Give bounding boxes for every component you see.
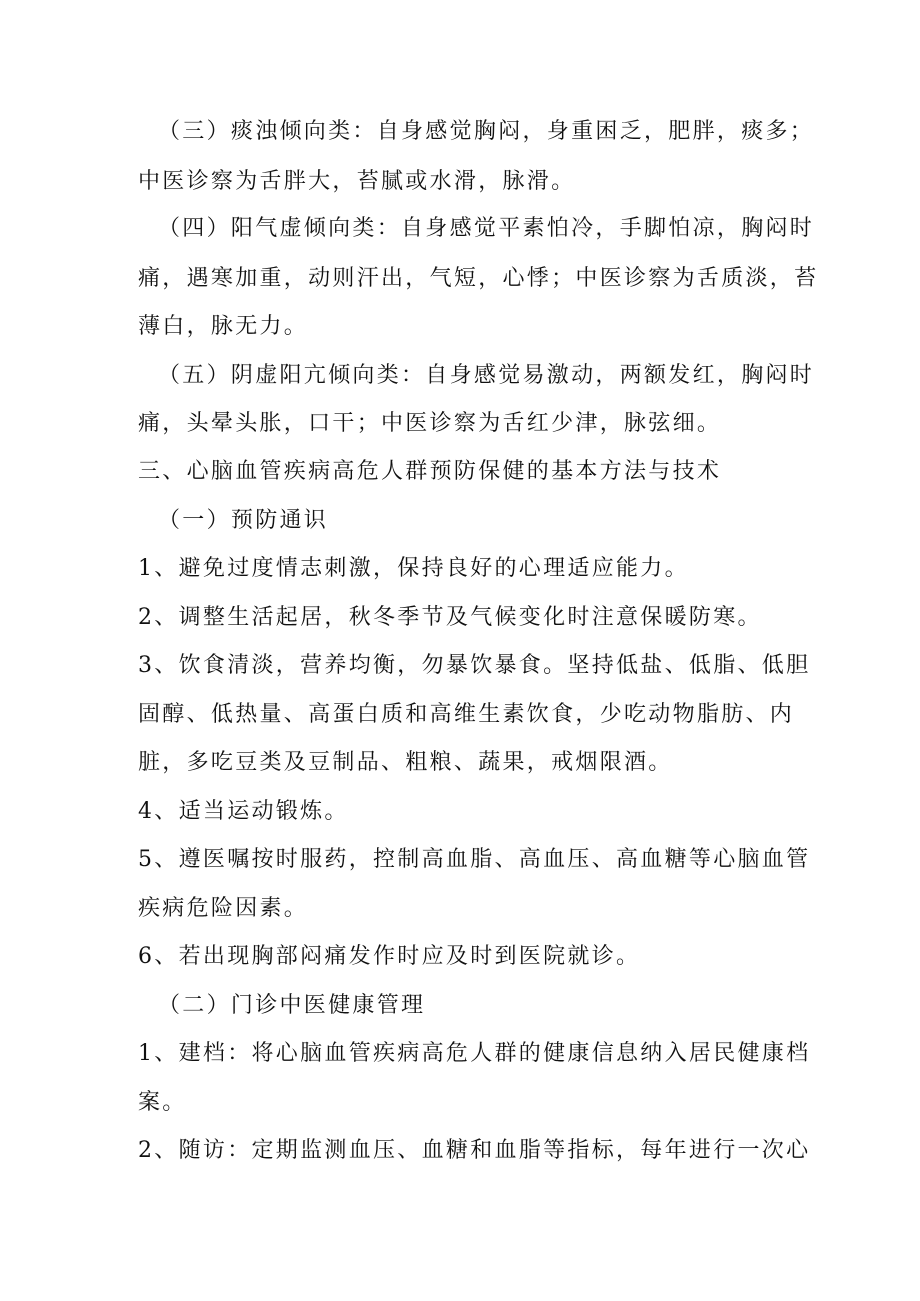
text-line: 中医诊察为舌胖大，苔腻或水滑，脉滑。 <box>138 169 576 194</box>
text-line: 薄白，脉无力。 <box>138 314 309 339</box>
section-heading-three: 三、心脑血管疾病高危人群预防保健的基本方法与技术 <box>138 459 722 484</box>
paragraph-tan-zhuo: （三）痰浊倾向类：自身感觉胸闷，身重困乏，肥胖，痰多； <box>158 119 815 144</box>
list-item-3: 3、饮食清淡，营养均衡，勿暴饮暴食。坚持低盐、低脂、低胆 <box>138 653 811 678</box>
list-item-2: 2、调整生活起居，秋冬季节及气候变化时注意保暖防寒。 <box>138 605 762 630</box>
subsection-heading-prevention: （一）预防通识 <box>158 508 329 533</box>
subsection-heading-clinic: （二）门诊中医健康管理 <box>158 993 426 1018</box>
text-line: 痛，头晕头胀，口干；中医诊察为舌红少津，脉弦细。 <box>138 411 722 436</box>
text-line: 案。 <box>138 1090 187 1115</box>
paragraph-yin-xu-yang-kang: （五）阴虚阳亢倾向类：自身感觉易激动，两额发红，胸闷时 <box>158 363 815 388</box>
text-line: 疾病危险因素。 <box>138 896 309 921</box>
list-item-4: 4、适当运动锻炼。 <box>138 799 349 824</box>
paragraph-yang-qi-xu: （四）阳气虚倾向类：自身感觉平素怕冷，手脚怕凉，胸闷时 <box>158 216 815 241</box>
list-item-2: 2、随访：定期监测血压、血糖和血脂等指标，每年进行一次心 <box>138 1138 811 1163</box>
text-line: 固醇、低热量、高蛋白质和高维生素饮食，少吃动物脂肪、内 <box>138 702 795 727</box>
list-item-6: 6、若出现胸部闷痛发作时应及时到医院就诊。 <box>138 944 641 969</box>
list-item-1: 1、建档：将心脑血管疾病高危人群的健康信息纳入居民健康档 <box>138 1041 811 1066</box>
text-line: 脏，多吃豆类及豆制品、粗粮、蔬果，戒烟限酒。 <box>138 750 673 775</box>
text-line: 痛，遇寒加重，动则汗出，气短，心悸；中医诊察为舌质淡，苔 <box>138 266 819 291</box>
list-item-5: 5、遵医嘱按时服药，控制高血脂、高血压、高血糖等心脑血管 <box>138 847 811 872</box>
list-item-1: 1、避免过度情志刺激，保持良好的心理适应能力。 <box>138 556 689 581</box>
